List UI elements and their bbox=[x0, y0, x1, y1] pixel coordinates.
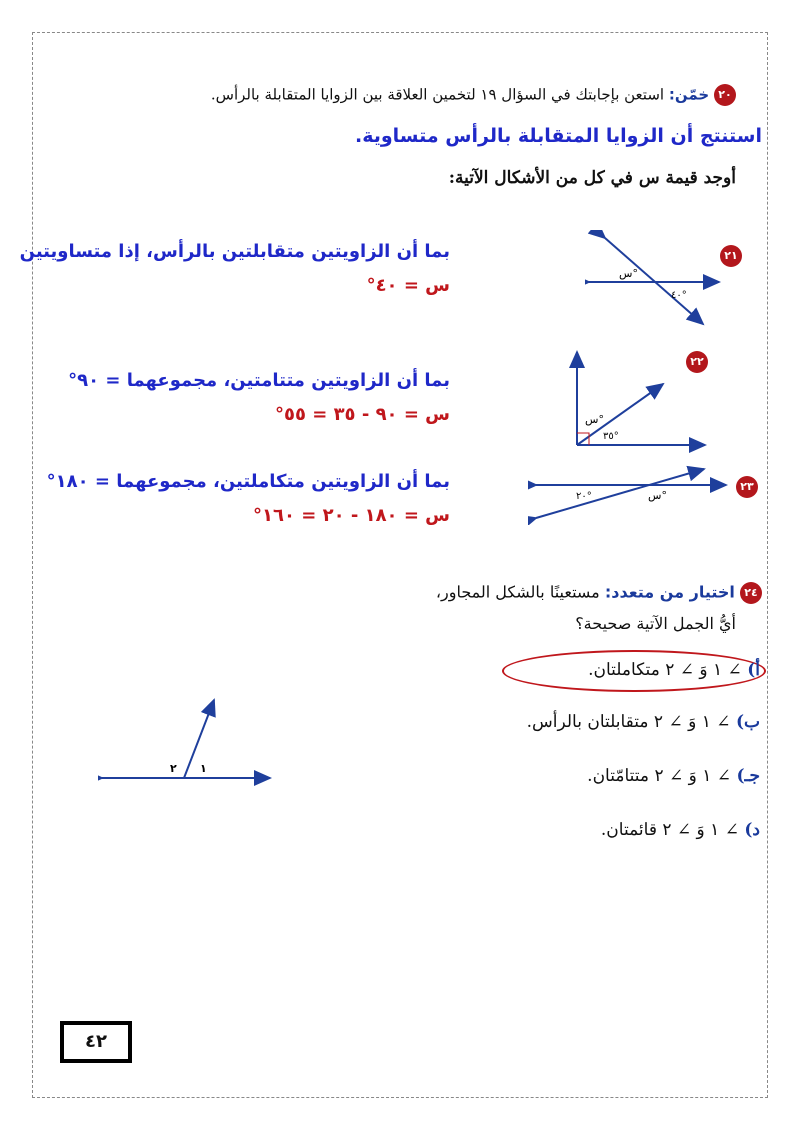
q21-answer-line2: س = ٤٠° bbox=[366, 275, 450, 296]
q21-answer-line1: بما أن الزاويتين متقابلتين بالرأس، إذا متساويتين bbox=[19, 241, 450, 262]
question-label: خمّن: bbox=[668, 85, 710, 104]
option-letter: جـ) bbox=[736, 766, 760, 786]
q22-answer-line2: س = ٩٠ - ٣٥ = ٥٥° bbox=[274, 404, 450, 425]
option-b[interactable] bbox=[527, 712, 760, 732]
question-number-badge-22: ٢٢ bbox=[686, 351, 708, 373]
angle-value-label: ٣٥° bbox=[603, 431, 619, 442]
figure-q24 bbox=[98, 690, 278, 790]
question-24 bbox=[436, 582, 762, 604]
angle-2-label: ٢ bbox=[170, 762, 177, 775]
option-c[interactable] bbox=[587, 766, 760, 786]
page-frame bbox=[32, 32, 768, 1098]
question-number-badge-24: ٢٤ bbox=[740, 582, 762, 604]
option-letter: أ) bbox=[747, 660, 760, 680]
angle-value-label: ٢٠° bbox=[576, 491, 592, 502]
angle-x-label: س° bbox=[619, 267, 638, 280]
q22-answer-line1: بما أن الزاويتين متتامتين، مجموعهما = ٩٠° bbox=[68, 370, 450, 391]
option-text: ∠ ١ وَ ∠ ٢ متكاملتان. bbox=[588, 660, 742, 680]
question-number-badge: ٢٠ bbox=[714, 84, 736, 106]
figure-q23 bbox=[528, 465, 733, 525]
q23-answer-line2: س = ١٨٠ - ٢٠ = ١٦٠° bbox=[252, 505, 450, 526]
figure-q21 bbox=[585, 230, 725, 330]
question-label: اختيار من متعدد: bbox=[604, 582, 735, 602]
question-number-badge-23: ٢٣ bbox=[736, 476, 758, 498]
conclusion-text: استنتج أن الزوايا المتقابلة بالرأس متساوية. bbox=[354, 125, 762, 147]
question-text: استعن بإجابتك في السؤال ١٩ لتخمين العلاقة بين الزوايا المتقابلة بالرأس. bbox=[210, 85, 665, 104]
figure-q22 bbox=[565, 340, 715, 455]
option-d[interactable] bbox=[601, 820, 760, 840]
instruction-text: أوجد قيمة س في كل من الأشكال الآتية: bbox=[448, 168, 736, 188]
angle-x-label: س° bbox=[648, 489, 667, 502]
angle-1-label: ١ bbox=[200, 762, 207, 775]
option-text: ∠ ١ وَ ∠ ٢ متتامّتان. bbox=[587, 766, 732, 786]
question-24-text2: أيُّ الجمل الآتية صحيحة؟ bbox=[575, 614, 736, 633]
option-a[interactable] bbox=[588, 660, 760, 680]
angle-value-label: ٤٠° bbox=[671, 290, 687, 301]
question-text: مستعينًا بالشكل المجاور، bbox=[435, 582, 600, 602]
page-number: ٤٢ bbox=[60, 1021, 132, 1063]
angle-x-label: س° bbox=[585, 413, 604, 426]
option-letter: ب) bbox=[735, 712, 760, 732]
question-20 bbox=[211, 84, 736, 106]
option-letter: د) bbox=[744, 820, 760, 840]
q23-answer-line1: بما أن الزاويتين متكاملتين، مجموعهما = ١٨٠° bbox=[46, 471, 450, 492]
option-text: ∠ ١ وَ ∠ ٢ قائمتان. bbox=[600, 820, 739, 840]
question-number-badge-21: ٢١ bbox=[720, 245, 742, 267]
option-text: ∠ ١ وَ ∠ ٢ متقابلتان بالرأس. bbox=[526, 712, 731, 732]
